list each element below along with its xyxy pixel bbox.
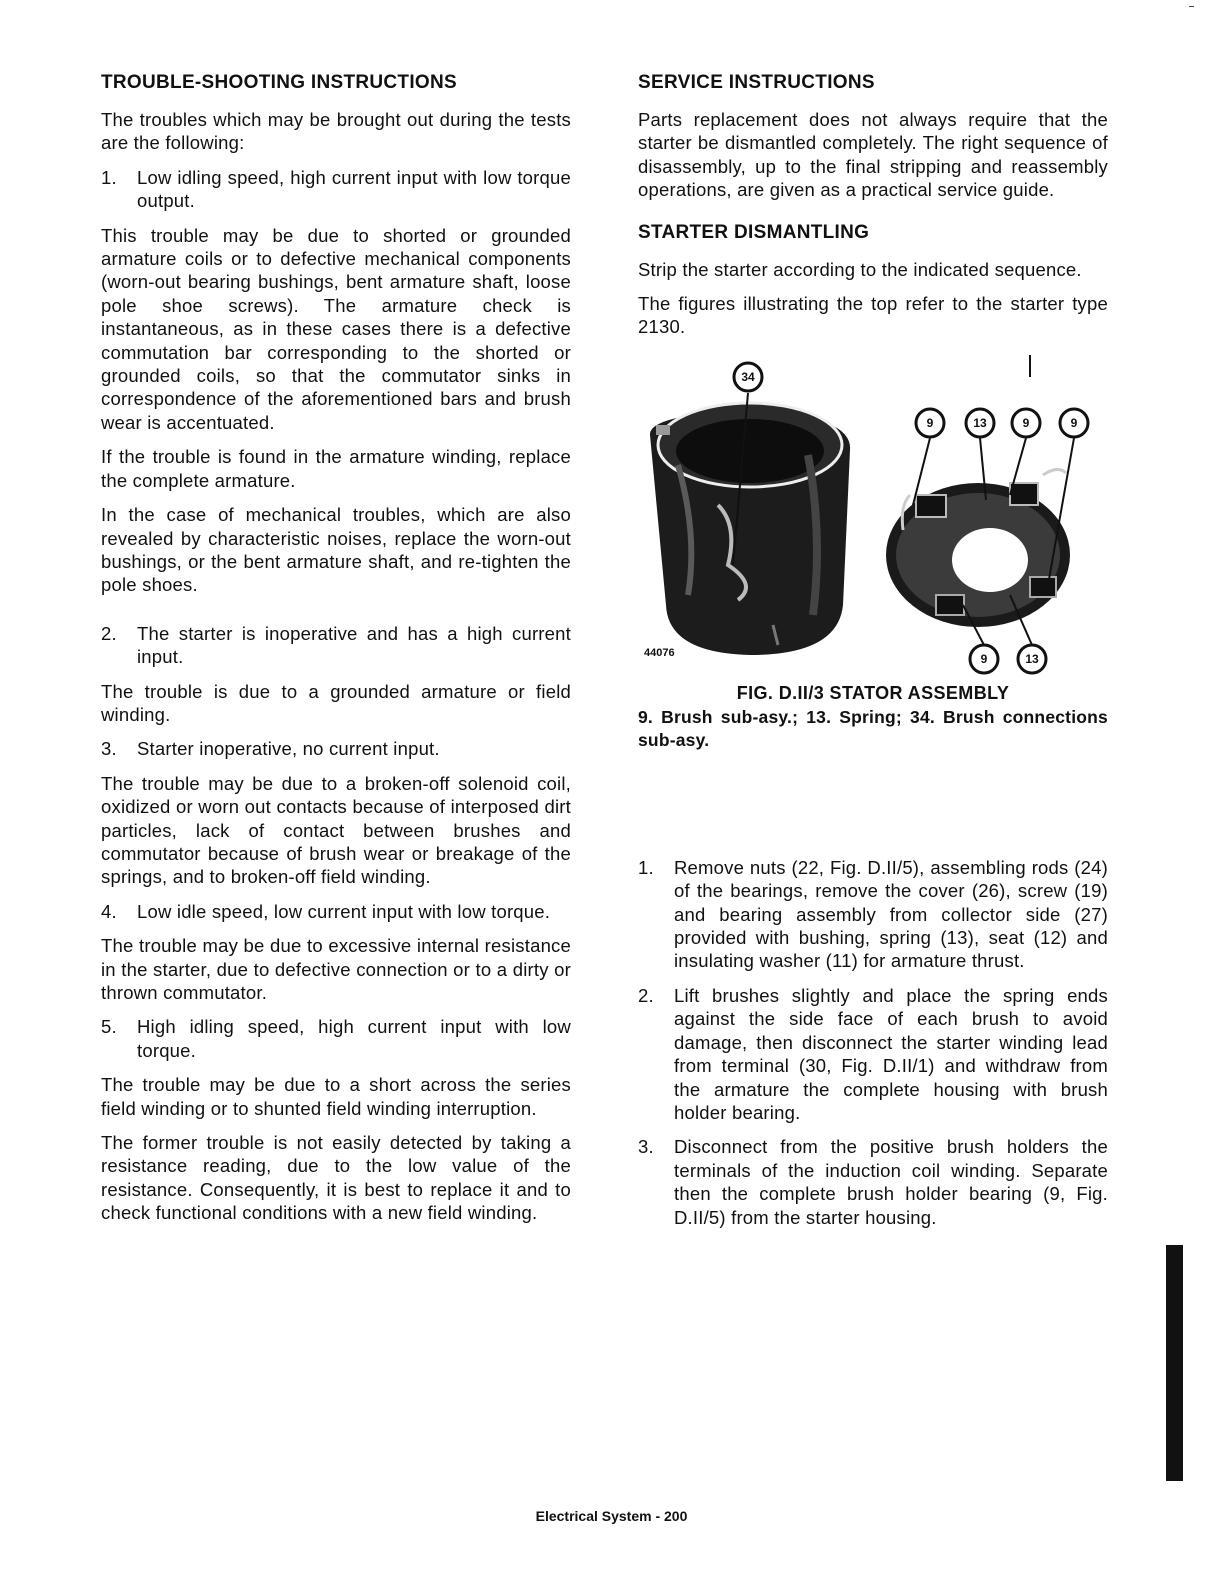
item-number: 5. — [101, 1016, 117, 1038]
item-text: High idling speed, high current input with low torque. — [137, 1016, 571, 1061]
callout-label: 9 — [980, 651, 988, 666]
callout-label: 13 — [973, 415, 987, 430]
item-number: 2. — [638, 984, 654, 1006]
paragraph: Parts replacement does not always require that the starter be dismantled completely. The right sequence of disassembly, up to the final stripping and reassembly operations, are given as a practical service guide. — [638, 109, 1108, 201]
callout-label: 34 — [741, 369, 755, 384]
item-text: Remove nuts (22, Fig. D.II/5), assembling rods (24) of the bearings, remove the cover (26), screw (19) and bearing assembly from collector side (27) provided with bushing, spring (13), seat (12) and insulating washer (11) for armature thrust. — [674, 856, 1108, 972]
item-text: Low idle speed, low current input with low torque. — [137, 900, 551, 922]
item-number: 3. — [638, 1136, 654, 1158]
intro-paragraph: The troubles which may be brought out during the tests are the following: — [101, 109, 571, 154]
brush-holder-image — [886, 469, 1070, 627]
paragraph: The trouble is due to a grounded armature or field winding. — [101, 680, 571, 725]
item-number: 3. — [101, 738, 117, 760]
callout-label: 9 — [1022, 415, 1030, 430]
paragraph: The trouble may be due to a broken-off solenoid coil, oxidized or worn out contacts because of interposed dirt particles, lack of contact between brushes and commutator because of brush wear or breakage of the springs, and to broken-off field winding. — [101, 772, 571, 888]
stator-figure — [638, 355, 1108, 675]
service-heading: SERVICE INSTRUCTIONS — [638, 72, 875, 93]
item-number: 2. — [101, 622, 117, 644]
paragraph: The figures illustrating the top refer to the starter type 2130. — [638, 293, 1108, 338]
item-text: Disconnect from the positive brush holders the terminals of the induction coil winding. Separate then the complete brush holder bearing (9, Fig. D.II/5) from the starter housing. — [674, 1136, 1108, 1228]
list-item — [101, 622, 571, 669]
item-text: Low idling speed, high current input with low torque output. — [137, 166, 571, 212]
list-item — [101, 1015, 571, 1062]
page-footer: Electrical System - 200 — [535, 1508, 688, 1524]
troubleshooting-heading: TROUBLE-SHOOTING INSTRUCTIONS — [101, 72, 457, 93]
paragraph: In the case of mechanical troubles, which are also revealed by characteristic noises, replace the worn-out bushings, or the bent armature shaft, and re-tighten the pole shoes. — [101, 504, 571, 596]
paragraph: The trouble may be due to a short across the series field winding or to shunted field winding interruption. — [101, 1074, 571, 1119]
figure-code: 44076 — [644, 646, 675, 659]
callout-label: 9 — [1070, 415, 1078, 430]
list-item — [101, 900, 571, 923]
item-text: Lift brushes slightly and place the spring ends against the side face of each brush to avoid damage, then disconnect the starter winding lead from terminal (30, Fig. D.II/1) and withdraw from the armature the complete housing with brush holder bearing. — [674, 984, 1108, 1123]
list-item — [638, 984, 1108, 1124]
stator-housing-image — [650, 403, 850, 655]
item-text: The starter is inoperative and has a high current input. — [137, 622, 571, 668]
paragraph: This trouble may be due to shorted or grounded armature coils or to defective mechanical components (worn-out bearing bushings, bent armature shaft, loose pole shoe screws). The armature check is instantaneous, as in these cases there is a defective commutation bar corresponding to the shorted or grounded coils, so that the commutator sinks in correspondence of the aforementioned bars and brush wear is accentuated. — [101, 224, 571, 433]
item-number: 1. — [638, 856, 654, 878]
paragraph: If the trouble is found in the armature winding, replace the complete armature. — [101, 446, 571, 491]
list-item — [101, 737, 571, 760]
item-number: 1. — [101, 166, 117, 188]
item-number: 4. — [101, 900, 117, 922]
left-column — [101, 70, 571, 1236]
callout-label: 13 — [1025, 651, 1039, 666]
callout-label: 9 — [926, 415, 934, 430]
right-column — [638, 70, 1108, 1240]
list-item — [638, 856, 1108, 973]
stator-assembly-photo — [638, 355, 1108, 675]
paragraph: The trouble may be due to excessive internal resistance in the starter, due to defective connection or to a dirty or thrown commutator. — [101, 935, 571, 1003]
list-item — [638, 1135, 1108, 1229]
paragraph: Strip the starter according to the indicated sequence. — [638, 258, 1082, 280]
section-tab-marker — [1166, 1245, 1183, 1481]
corner-mark — [1189, 6, 1194, 7]
dismantling-heading: STARTER DISMANTLING — [638, 221, 870, 243]
list-item — [101, 166, 571, 213]
item-text: Starter inoperative, no current input. — [137, 738, 440, 760]
paragraph: The former trouble is not easily detected by taking a resistance reading, due to the low value of the resistance. Consequently, it is best to replace it and to check functional conditions with a new field winding. — [101, 1132, 571, 1224]
figure-caption-title: FIG. D.II/3 STATOR ASSEMBLY — [736, 682, 1010, 703]
figure-caption-text: 9. Brush sub-asy.; 13. Spring; 34. Brush connections sub-asy. — [638, 706, 1108, 750]
